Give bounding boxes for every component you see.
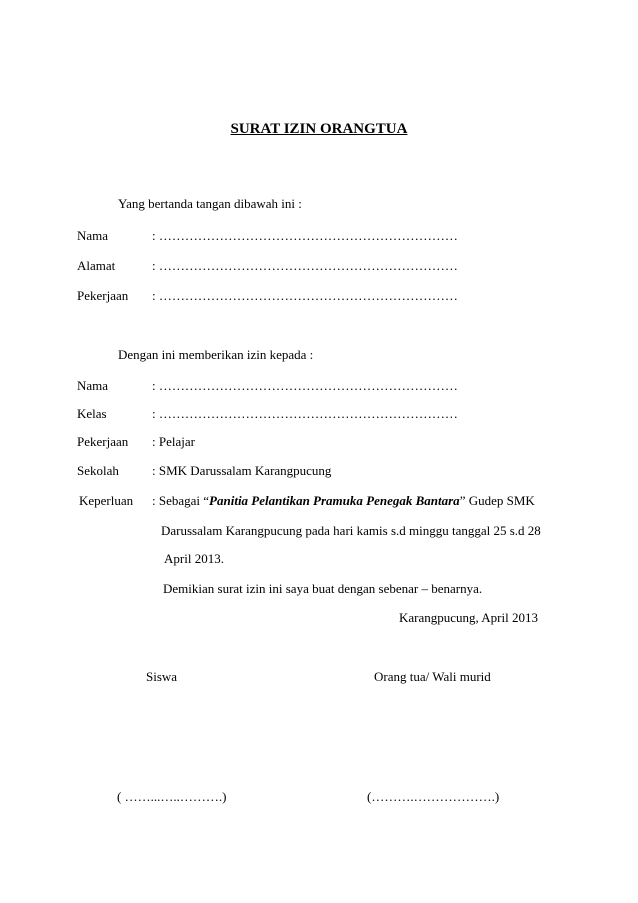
student-signature-blank: ( ……...…..……….)	[117, 789, 227, 804]
parent-address-label: Alamat	[77, 258, 116, 273]
parent-signature-blank: (……….……………….)	[367, 789, 500, 804]
closing-statement: Demikian surat izin ini saya buat dengan sebenar – benarnya.	[163, 581, 483, 596]
student-job-label: Pekerjaan	[77, 434, 129, 449]
purpose-prefix: : Sebagai “	[152, 493, 210, 508]
student-signature-title: Siswa	[146, 669, 178, 684]
student-class-value: : ……………………………………………………………	[152, 406, 458, 421]
parent-job-label: Pekerjaan	[77, 288, 129, 303]
student-school-label: Sekolah	[77, 463, 119, 478]
place-date: Karangpucung, April 2013	[398, 610, 538, 625]
student-job-value: : Pelajar	[152, 434, 195, 449]
student-name-value: : ……………………………………………………………	[152, 378, 458, 393]
student-class-label: Kelas	[77, 406, 107, 421]
parent-job-value: : ……………………………………………………………	[152, 288, 458, 303]
purpose-suffix: ” Gudep SMK	[459, 493, 535, 508]
parent-name-label: Nama	[77, 228, 109, 243]
letter-title: SURAT IZIN ORANGTUA	[230, 121, 408, 137]
purpose-event: Panitia Pelantikan Pramuka Penegak Bantara	[209, 493, 460, 508]
purpose-label: Keperluan	[79, 493, 134, 508]
intro-parent: Yang bertanda tangan dibawah ini :	[118, 196, 302, 211]
purpose-line-1	[152, 493, 535, 509]
purpose-line-3: April 2013.	[164, 551, 224, 566]
student-name-label: Nama	[77, 378, 109, 393]
parent-signature-title: Orang tua/ Wali murid	[374, 669, 491, 684]
parent-address-value: : ……………………………………………………………	[152, 258, 458, 273]
parent-name-value: : ……………………………………………………………	[152, 228, 458, 243]
purpose-line-2: Darussalam Karangpucung pada hari kamis s.d minggu tanggal 25 s.d 28	[161, 523, 541, 538]
intro-student: Dengan ini memberikan izin kepada :	[118, 347, 314, 362]
student-school-value: : SMK Darussalam Karangpucung	[152, 463, 332, 478]
